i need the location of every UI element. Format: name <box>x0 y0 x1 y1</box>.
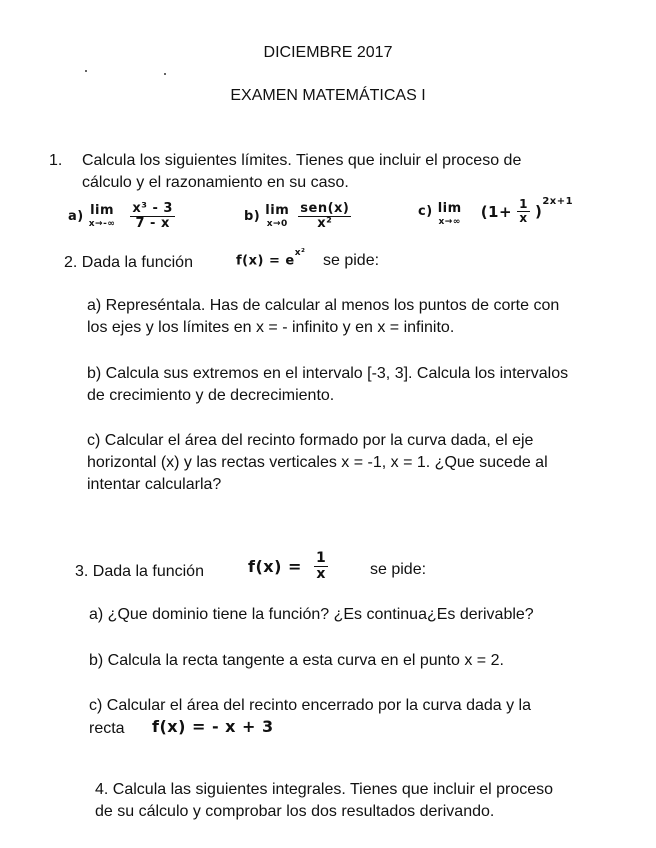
q1-limit-c <box>418 196 573 227</box>
q1-c-lim <box>438 202 462 227</box>
q3-c-line-2-prefix: recta <box>89 720 125 737</box>
lim-word: lim <box>437 201 462 216</box>
q1-b-label: b) <box>244 208 261 224</box>
fraction-numerator: 1 <box>315 550 327 566</box>
stray-mark <box>85 70 87 72</box>
fraction-numerator: x³ - 3 <box>132 201 173 216</box>
exam-title: EXAMEN MATEMÁTICAS I <box>230 87 426 104</box>
q1-limit-a <box>68 202 175 231</box>
q2-intro-suffix: se pide: <box>323 252 380 269</box>
fraction-denominator: x² <box>317 215 333 231</box>
q1-line-1: Calcula los siguientes límites. Tienes que incluir el proceso de <box>82 152 522 169</box>
q4-line-2: de su cálculo y comprobar los dos resultados derivando. <box>95 803 495 820</box>
stray-mark <box>164 73 166 75</box>
q1-c-exponent: 2x+1 <box>542 195 574 207</box>
q3-intro: 3. Dada la función <box>75 563 204 580</box>
lim-subscript: x→0 <box>266 218 288 229</box>
q2-function <box>236 248 306 269</box>
exam-date: DICIEMBRE 2017 <box>263 44 393 61</box>
lim-subscript: x→-∞ <box>88 218 116 229</box>
q3-b-line-1: b) Calcula la recta tangente a esta curva en el punto x = 2. <box>89 652 504 669</box>
q1-a-fraction <box>130 202 175 231</box>
q2-b-line-2: de crecimiento y de decrecimiento. <box>87 387 335 404</box>
q1-c-open: (1+ <box>480 202 513 221</box>
q2-b-line-1: b) Calcula sus extremos en el intervalo [-3, 3]. Calcula los intervalos <box>87 365 569 382</box>
q1-a-label: a) <box>68 208 84 224</box>
q2-c-line-1: c) Calcular el área del recinto formado por la curva dada, el eje <box>87 432 534 449</box>
q1-line-2: cálculo y el razonamiento en su caso. <box>82 174 349 191</box>
q1-limit-b <box>244 202 351 231</box>
q2-a-line-1: a) Represéntala. Has de calcular al menos los puntos de corte con <box>87 297 560 314</box>
q3-intro-suffix: se pide: <box>370 561 427 578</box>
q1-c-label: c) <box>418 204 433 219</box>
q2-function-lhs: f(x) = e <box>236 253 295 269</box>
q2-function-exponent: x² <box>294 248 306 258</box>
q1-a-lim <box>89 204 116 229</box>
q3-a-line-1: a) ¿Que dominio tiene la función? ¿Es continua¿Es derivable? <box>89 606 534 623</box>
lim-word: lim <box>90 202 115 218</box>
fraction-denominator: x <box>519 210 528 225</box>
q3-line-formula: f(x) = - x + 3 <box>152 717 274 736</box>
q1-b-lim <box>265 204 289 229</box>
fraction-denominator: x <box>316 565 326 582</box>
q1-c-close: ) <box>534 202 543 221</box>
fraction-numerator: 1 <box>519 197 528 212</box>
q3-function-lhs: f(x) = <box>248 557 302 577</box>
q2-intro: 2. Dada la función <box>64 254 193 271</box>
q2-a-line-2: los ejes y los límites en x = - infinito y en x = infinito. <box>87 319 455 336</box>
q3-c-line-1: c) Calcular el área del recinto encerrado por la curva dada y la <box>89 697 532 714</box>
q1-c-fraction <box>517 198 530 225</box>
lim-word: lim <box>265 202 290 218</box>
q1-b-fraction <box>298 202 351 231</box>
fraction-denominator: 7 - x <box>135 215 170 231</box>
q3-fraction <box>314 551 328 582</box>
q2-c-line-3: intentar calcularla? <box>87 476 222 493</box>
lim-subscript: x→∞ <box>438 217 461 227</box>
q4-line-1: 4. Calcula las siguientes integrales. Tienes que incluir el proceso <box>95 781 554 798</box>
q1-number: 1. <box>49 152 63 169</box>
fraction-numerator: sen(x) <box>300 201 350 216</box>
q3-function <box>248 551 328 582</box>
q2-c-line-2: horizontal (x) y las rectas verticales x = -1, x = 1. ¿Que sucede al <box>87 454 548 471</box>
